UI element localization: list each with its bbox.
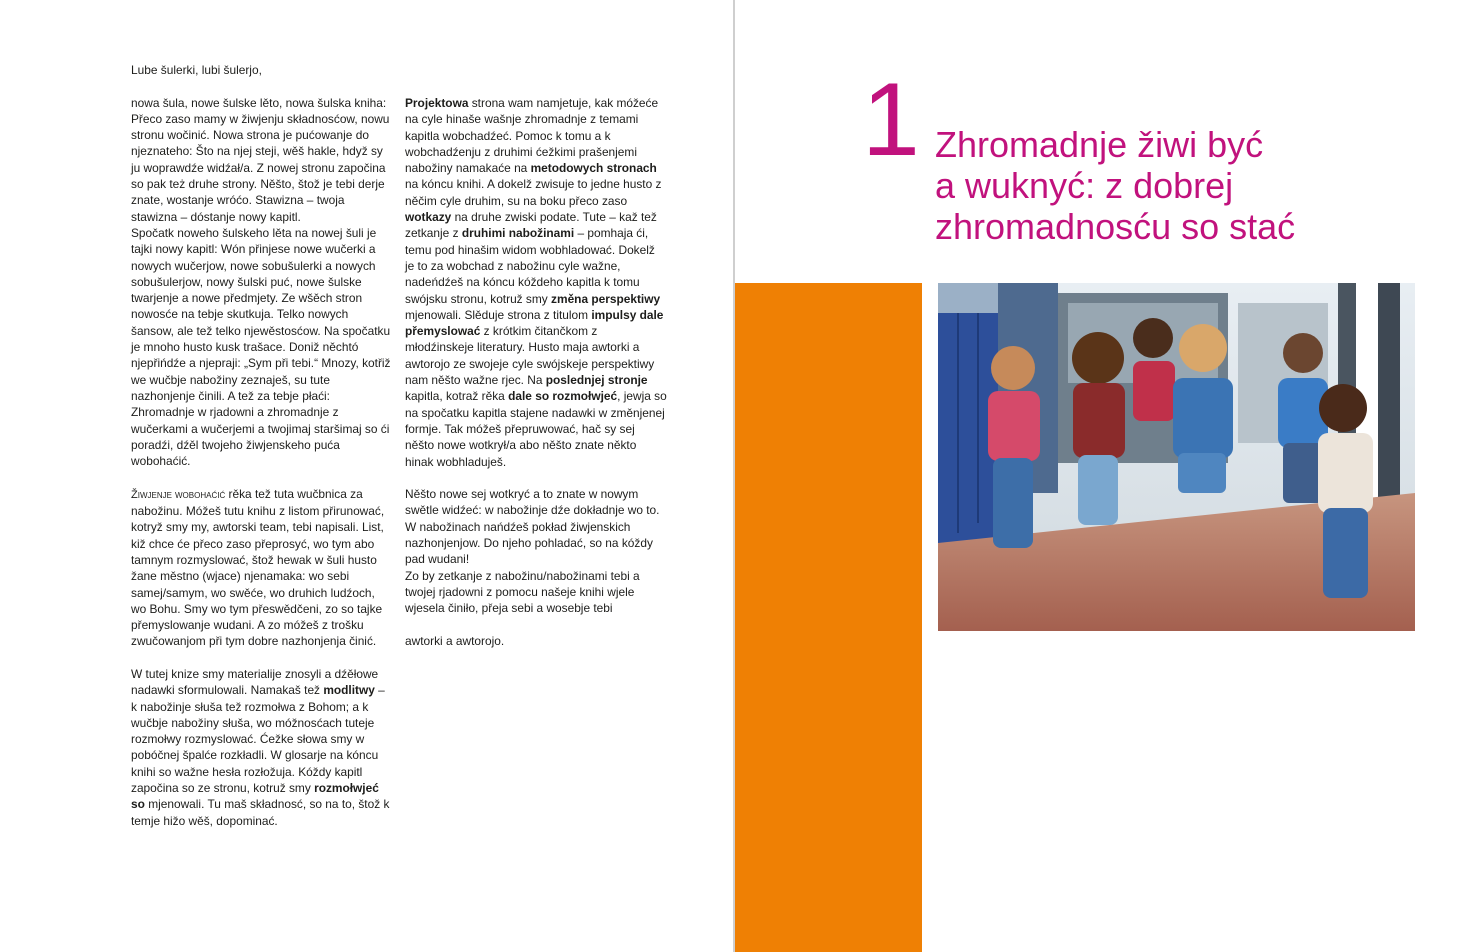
bold-term: wotkazy <box>405 210 452 225</box>
bold-term: druhimi nabožinami <box>461 226 575 241</box>
text-column-1 <box>131 62 393 829</box>
bold-term: poslednjej stronje <box>545 373 648 388</box>
paragraph: nowa šula, nowe šulske lěto, nowa šulska kniha: Přeco zaso mamy w žiwjenju składnosćow, nowu stronu wočinić. Nowa strona je pućowanje do njeznateho: Što na njej steji, wěš hakle, hdyž sy ju woprawdźe widźał/a. Z nowej stronu započina so pak też druhe strony. Něšto, štož je tebi derje znate, wostanje wróćo. Stawizna – twoja stawizna – dóstanje nowy kapitl. <box>131 95 390 224</box>
bold-term: metodowych stronach <box>530 161 657 176</box>
bold-term: impulsy dale přemyslować <box>405 307 664 339</box>
left-page <box>0 0 733 952</box>
paragraph: Žiwjenje wobohaćić rěka tež tuta wučbnica za nabožinu. Móžeš tutu knihu z listom přirunować, kotryž smy my, awtorski team, tebi napisali. List, kiž chce će přeco zaso přeprosyć, wo tym abo tamnym rozmyslować, štož hewak w šuli husto žane městno (wjace) njenamaka: wo sebi samej/samym, wo swěće, wo druhich ludźoch, wo Bohu. Smy wo tym přeswědčeni, zo so tajke přemyslowanje wudani. A zo móžeš z trošku zwučowanjom při tym dobre nazhonjenja činić. <box>131 486 385 649</box>
chapter-title-line: a wuknyć: z dobrej <box>935 165 1234 206</box>
paragraph: Projektowa strona wam namjetuje, kak móžeće na cyle hinaše wašnje zhromadnje z temami kapitla wobchadźeć. Pomoc k tomu a k wobchadźenju z druhimi ćežkimi prašenjemi nabožiny namakaće na metodowych stronach na kóncu knihi. A dokelž zwisuje to jedne husto z něčim cyle druhim, su na boku přeco zaso wotkazy na druhe zwiski podate. Tute – kaž tež zetkanje z druhimi nabožinami – pomhaja ći, temu pod hinašim widom wobhladować. Dokelž je to za wobchad z nabožinu cyle wažne, nadeńdźeš na kóncu kóždeho kapitla k tomu swójsku stronu, kotruž smy změna perspektiwy mjenowali. Slěduje strona z titulom impulsy dale přemyslować z krótkim čitančkom z młodźinskeje literatury. Husto maja awtorki a awtorojo ze swojeje cyle swójskeje perspektiwy nam něšto wažne rjec. Na poslednjej stronje kapitla, kotraž rěka dale so rozmołwjeć, jewja so na spočatku kapitla stajene nadawki w změnjenej formje. Tak móžeš přepruwować, hač sy sej něšto nowe wotkrył/a abo něšto znate někto hinak wobhladuješ. <box>405 96 667 469</box>
closing: awtorki a awtorojo. <box>405 633 505 648</box>
paragraph: Zo by zetkanje z nabožinu/nabožinami tebi a twojej rjadowni z pomocu našeje knihi wjele wjesela činiło, přeja sebi a wosebje tebi <box>405 568 640 616</box>
book-title-smallcaps: Žiwjenje wobohaćić <box>131 488 226 501</box>
chapter-title-line: Zhromadnje žiwi być <box>935 124 1264 165</box>
bold-term: Projektowa <box>405 96 469 110</box>
bold-term: změna perspektiwy <box>551 291 661 306</box>
paragraph: Spočatk noweho šulskeho lěta na nowej šuli je tajki nowy kapitl: Wón přinjese nowe wučerki a nowych wučerjow, nowe sobušulerki a nowych sobušulerjow, nowy šulski puć, nowe šulske twarjenje a nowe předmjety. Ze wšěch stron nowosće na tebje skutkuja. Telko nowych šansow, ale tež telko njewěstosćow. Na spočatku je mnoho husto kusk trašace. Doniž něchtó njepřińdźe a njepraji: „Sym při tebi.“ Mnozy, kotřiž we wučbje nabožiny zeznaješ, su tute nazhonjenje činili. A tež za tebje płaći: Zhromadnje w rjadowni a zhromadnje z wučerkami a wučerjemi a twojimaj staršimaj so ći poradźi, dźěl twojeho žiwjenskeho puća wobohaćić. <box>131 225 391 469</box>
paragraph: W tutej knize smy materialije znosyli a dźěłowe nadawki sformulowali. Namakaš tež modlitwy – k nabožinje słuša tež rozmołwa z Bohom; a k wučbje nabožiny słuša, wo móžnosćach tuteje rozmołwy rozmyslować. Ćežke słowa smy w pobóčnej špalće rozkładli. W glosarje na kóncu knihi so wažne hesła rozłožuja. Kóždy kapitl započina so ze stronu, kotruž smy rozmołwjeć so mjenowali. Tu maš składnosć, so na to, štož k temje hižo wěš, dopominać. <box>131 666 390 828</box>
text-column-2 <box>405 95 667 649</box>
children-running-photo <box>938 283 1415 631</box>
greeting: Lube šulerki, lubi šulerjo, <box>131 63 262 77</box>
bold-term: modlitwy <box>323 683 375 698</box>
bold-term: dale so rozmołwjeć <box>508 389 618 404</box>
chapter-title-line: zhromadnosću so stać <box>935 206 1296 247</box>
paragraph: Něšto nowe sej wotkryć a to znate w nowym swětle widźeć: w nabožinje dźe dokładnje wo to. W nabožinach nańdźeš pokład žiwjenskich nazhonjenjow. Do njeho pohladać, so na kóždy pad wudani! <box>405 487 660 567</box>
chapter-title <box>935 124 1455 247</box>
bold-term: rozmołwjeć so <box>131 781 379 812</box>
orange-accent-bar <box>735 283 922 952</box>
chapter-number: 1 <box>862 62 916 178</box>
